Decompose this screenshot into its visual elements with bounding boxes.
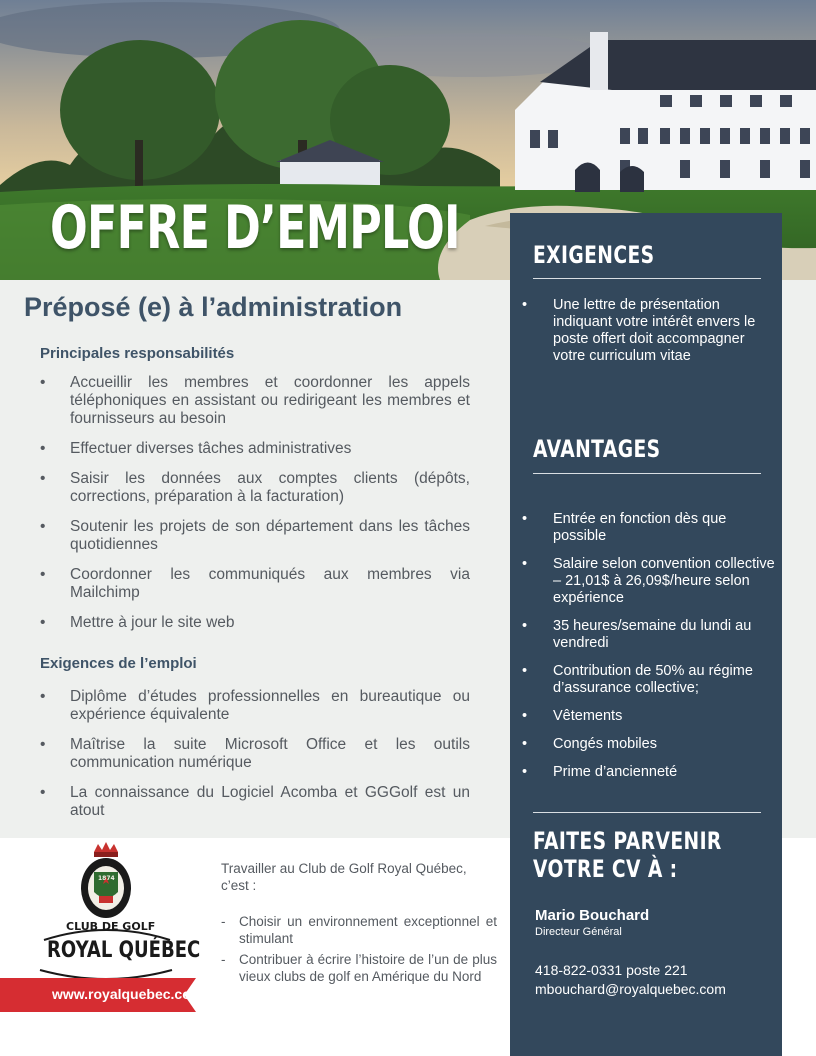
bullet-icon: • <box>40 566 46 583</box>
logo-name-line: ROYAL QUÉBEC <box>47 938 201 963</box>
contact-name: Mario Bouchard <box>535 907 650 924</box>
contact-role: Directeur Général <box>535 926 622 938</box>
cv-heading-line1: FAITES PARVENIR <box>533 827 722 855</box>
club-logo: 1874 <box>0 838 200 1018</box>
contact-email[interactable]: mbouchard@royalquebec.com <box>535 981 726 997</box>
logo-club-line: CLUB DE GOLF <box>66 920 156 933</box>
list-item: • Congés mobiles <box>522 736 657 752</box>
bullet-icon: • <box>40 784 46 801</box>
list-item: • 35 heures/semaine du lundi au vendredi <box>522 618 752 651</box>
bullet-icon: • <box>40 736 46 753</box>
bullet-icon: • <box>522 764 528 780</box>
requirements-heading: Exigences de l’emploi <box>40 655 197 672</box>
divider <box>533 812 761 813</box>
divider <box>533 473 761 474</box>
page-title: OFFRE D’EMPLOI <box>50 193 460 263</box>
website-link[interactable]: www.royalquebec.com <box>52 986 204 1002</box>
responsibilities-heading: Principales responsabilités <box>40 345 235 362</box>
list-item: • Une lettre de présentation indiquant votre intérêt envers le poste offert doit accompagner votre curriculum vitae <box>522 297 756 364</box>
bullet-icon: • <box>40 470 46 487</box>
avantages-heading: AVANTAGES <box>533 435 661 463</box>
bullet-icon: • <box>40 614 46 631</box>
bullet-icon: • <box>522 708 528 724</box>
list-item: • Saisir les données aux comptes clients (dépôts, corrections, préparation à la facturation) <box>40 470 470 505</box>
list-item: - Choisir un environnement exceptionnel et stimulant <box>221 914 497 946</box>
responsibilities-list <box>40 374 470 644</box>
list-item: • Diplôme d’études professionnelles en bureautique ou expérience équivalente <box>40 688 470 723</box>
list-item: - Contribuer à écrire l’histoire de l’un de plus vieux clubs de golf en Amérique du Nord <box>221 952 497 984</box>
dash-icon: - <box>221 952 226 967</box>
job-title: Préposé (e) à l’administration <box>24 292 403 322</box>
bullet-icon: • <box>40 440 46 457</box>
list-item: • Soutenir les projets de son département dans les tâches quotidiennes <box>40 518 470 553</box>
requirements-list <box>40 688 470 832</box>
exigences-heading: EXIGENCES <box>533 241 655 269</box>
list-item: • Maîtrise la suite Microsoft Office et les outils communication numérique <box>40 736 470 771</box>
list-item: • Salaire selon convention collective – 21,01$ à 26,09$/heure selon expérience <box>522 556 775 606</box>
list-item: • Accueillir les membres et coordonner les appels téléphoniques en assistant ou redirigeant les membres et fournisseurs au besoin <box>40 374 470 427</box>
list-item: • Coordonner les communiqués aux membres via Mailchimp <box>40 566 470 601</box>
dash-icon: - <box>221 914 226 929</box>
bullet-icon: • <box>522 511 528 527</box>
list-item: • Effectuer diverses tâches administratives <box>40 440 352 457</box>
avantages-list <box>522 511 776 792</box>
footer-intro: Travailler au Club de Golf Royal Québec, c’est : <box>221 861 467 893</box>
exigences-list <box>522 297 776 376</box>
bullet-icon: • <box>522 736 528 752</box>
list-item: • Contribution de 50% au régime d’assurance collective; <box>522 663 753 696</box>
bullet-icon: • <box>40 518 46 535</box>
list-item: • Mettre à jour le site web <box>40 614 235 631</box>
bullet-icon: • <box>522 556 528 572</box>
list-item: • La connaissance du Logiciel Acomba et GGGolf est un atout <box>40 784 470 819</box>
cv-heading-line2: VOTRE CV À : <box>533 855 678 883</box>
bullet-icon: • <box>522 663 528 679</box>
contact-phone[interactable]: 418-822-0331 poste 221 <box>535 962 688 978</box>
list-item: • Entrée en fonction dès que possible <box>522 511 727 544</box>
divider <box>533 278 761 279</box>
bullet-icon: • <box>522 618 528 634</box>
list-item: • Prime d’ancienneté <box>522 764 678 780</box>
footer-points <box>221 913 497 989</box>
bullet-icon: • <box>40 374 46 391</box>
bullet-icon: • <box>40 688 46 705</box>
list-item: • Vêtements <box>522 708 623 724</box>
bullet-icon: • <box>522 297 528 313</box>
